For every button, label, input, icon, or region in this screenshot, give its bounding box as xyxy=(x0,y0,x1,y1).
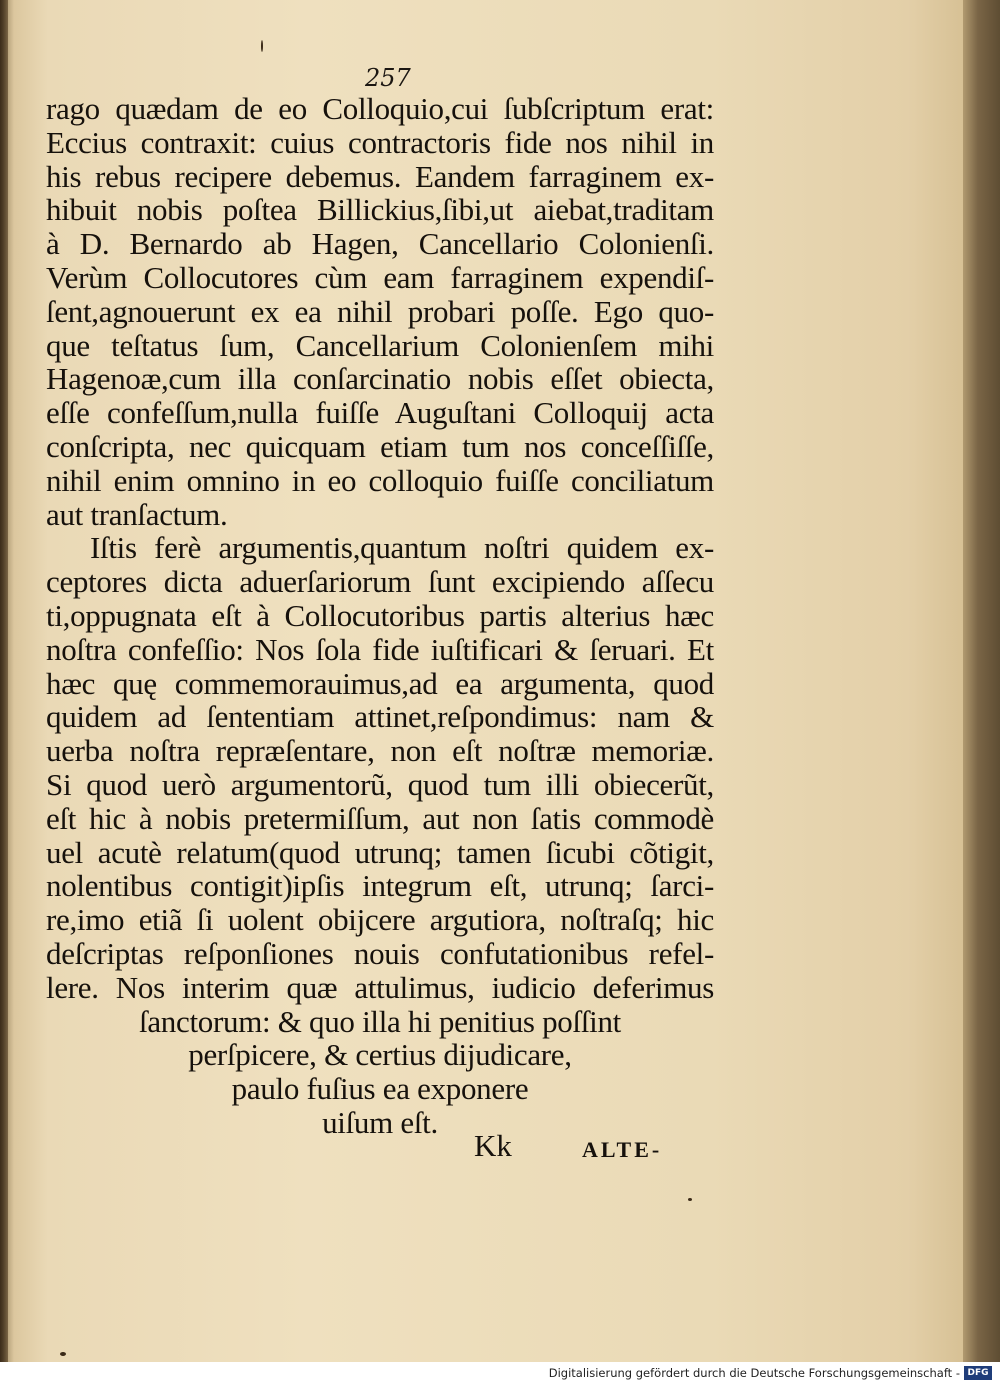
text-line: à D. Bernardo ab Hagen, Cancellario Colonienſi. xyxy=(46,226,714,262)
footer-credit: Digitalisierung gefördert durch die Deutsche Forschungsgemeinschaft - xyxy=(548,1366,960,1380)
tail-line: perſpicere, & certius dijudicare, xyxy=(188,1037,572,1073)
spine-shadow xyxy=(0,0,14,1362)
text-line: deſcriptas reſponſiones nouis confutationibus refel- xyxy=(46,935,714,971)
text-line: ti,oppugnata eſt à Collocutoribus partis alterius hæc xyxy=(46,597,714,633)
text-line: hibuit nobis poſtea Billickius,ſibi,ut aiebat,traditam xyxy=(46,192,714,228)
tail-line: uiſum eſt. xyxy=(322,1104,438,1140)
text-line: Hagenoæ,cum illa conſarcinatio nobis eſſet obiecta, xyxy=(46,361,714,397)
text-line: conſcripta, nec quicquam etiam tum nos conceſſiſſe, xyxy=(46,428,714,464)
text-line: nolentibus contigit)ipſis integrum eſt, utrunq; ſarci- xyxy=(46,868,714,904)
text-line: eſt hic à nobis pretermiſſum, aut non ſatis commodè xyxy=(46,800,714,836)
text-line: aut tranſactum. xyxy=(46,496,228,532)
tail-line: paulo fuſius ea exponere xyxy=(231,1071,529,1107)
text-line: nihil enim omnino in eo colloquio fuiſſe conciliatum xyxy=(46,462,714,498)
text-line: lere. Nos interim quæ attulimus, iudicio deferimus xyxy=(46,969,714,1005)
text-line: uerba noſtra repræſentare, non eſt noſtræ memoriæ. xyxy=(46,733,714,769)
text-line: hæc quę commemorauimus,ad ea argumenta, quod xyxy=(46,665,714,701)
footer-bar xyxy=(0,1362,1000,1385)
text-line: noſtra confeſſio: Nos ſola fide iuſtificari & ſeruari. Et xyxy=(46,631,714,667)
text-line: Si quod uerò argumentorũ, quod tum illi obiecerũt, xyxy=(46,766,714,802)
text-line: ceptores dicta aduerſariorum ſunt excipiendo aſſecu xyxy=(46,564,714,600)
body-text xyxy=(46,92,714,1140)
ink-speck xyxy=(688,1198,692,1201)
text-line: his rebus recipere debemus. Eandem farraginem ex- xyxy=(46,158,714,194)
book-edge-right xyxy=(963,0,1000,1362)
dfg-logo-icon[interactable]: DFG xyxy=(964,1366,992,1380)
text-line: Iſtis ferè argumentis,quantum noſtri quidem ex- xyxy=(90,530,714,566)
ink-speck xyxy=(261,40,263,52)
page-number: 257 xyxy=(365,64,411,92)
text-line: ſent,agnouerunt ex ea nihil probari poſſe. Ego quo- xyxy=(46,293,714,329)
ink-speck xyxy=(60,1352,66,1356)
text-line: re,imo etiã ſi uolent obijcere argutiora, noſtraſq; hic xyxy=(46,902,714,938)
signature-mark: Kk xyxy=(474,1128,512,1163)
text-line: quidem ad ſententiam attinet,reſpondimus: nam & xyxy=(46,699,714,735)
text-line: uel acutè relatum(quod utrunq; tamen ſicubi cõtigit, xyxy=(46,834,714,870)
text-line: Eccius contraxit: cuius contractoris fide nos nihil in xyxy=(46,124,714,160)
tail-line: ſanctorum: & quo illa hi penitius poſſint xyxy=(139,1003,621,1039)
text-line: que teſtatus ſum, Cancellarium Colonienſem mihi xyxy=(46,327,714,363)
catchword: ALTE- xyxy=(582,1137,663,1162)
text-line: eſſe confeſſum,nulla fuiſſe Auguſtani Colloquij acta xyxy=(46,395,714,431)
text-line: Verùm Collocutores cùm eam farraginem expendiſ- xyxy=(46,259,714,295)
text-line: rago quædam de eo Colloquio,cui ſubſcriptum erat: xyxy=(46,91,714,126)
